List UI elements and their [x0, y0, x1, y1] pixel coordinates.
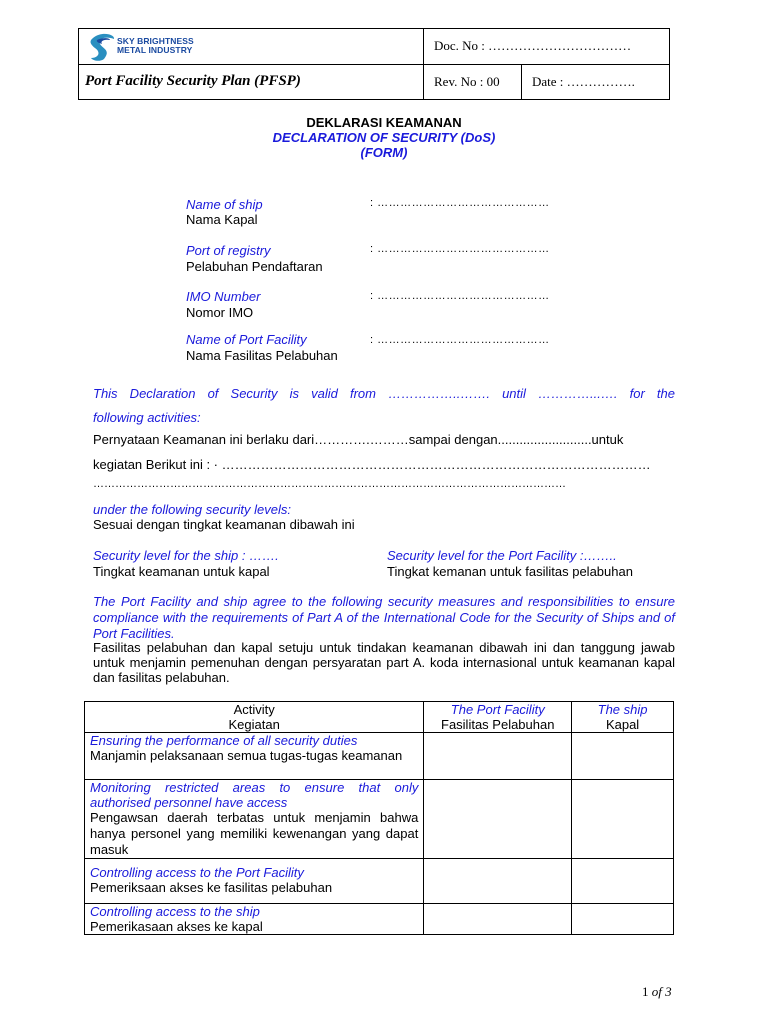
validity-en-line2: following activities:: [93, 410, 201, 425]
table-row: [85, 904, 674, 935]
field-value[interactable]: : ………………………………………: [370, 290, 550, 302]
activity-en: Ensuring the performance of all security duties: [90, 733, 358, 748]
field-label-en: Name of Port Facility: [186, 332, 307, 347]
company-name-line1: SKY BRIGHTNESS: [117, 36, 194, 46]
plan-title: Port Facility Security Plan (PFSP): [85, 73, 301, 89]
port-facility-cell[interactable]: [424, 859, 572, 904]
activity-id: Manjamin pelaksanaan semua tugas-tugas keamanan: [90, 748, 403, 763]
title-id: DEKLARASI KEAMANAN: [306, 115, 462, 130]
validity-dots-line: …………………………………………………………………………………………………………………: [93, 478, 566, 490]
ship-cell[interactable]: [572, 780, 674, 859]
company-name: [117, 37, 194, 55]
page-current: 1: [642, 984, 649, 999]
activity-id: Pengawsan daerah terbatas untuk menjamin bahwa hanya personel yang memiliki kewenangan yang dapat masuk: [90, 810, 419, 857]
header-ship: [572, 702, 674, 733]
header-en: The Port Facility: [450, 702, 545, 717]
ship-level-en: Security level for the ship : …….: [93, 548, 279, 563]
header-divider: [79, 64, 669, 65]
field-label-id: Nama Fasilitas Pelabuhan: [186, 348, 338, 363]
header-en: The ship: [597, 702, 648, 717]
swoosh-logo-icon: [87, 32, 119, 62]
header-id: Fasilitas Pelabuhan: [441, 717, 555, 732]
port-level-en: Security level for the Port Facility :……..: [387, 548, 617, 563]
activity-cell: [85, 859, 424, 904]
table-row: [85, 859, 674, 904]
activity-cell: [85, 780, 424, 859]
doc-no: Doc. No : ……………………………: [434, 38, 632, 53]
ship-cell[interactable]: [572, 733, 674, 780]
activity-en: Monitoring restricted areas to ensure that only authorised personnel have access: [90, 780, 419, 810]
agreement-id: Fasilitas pelabuhan dan kapal setuju untuk tindakan keamanan dibawah ini dan tanggung jawab untuk menjamin pemenuhan dengan persyaratan part A. koda internasional untuk keamanan kapal dan fasilitas pelabuhan.: [93, 640, 675, 685]
page-total: of 3: [651, 984, 672, 999]
header-port-facility: [424, 702, 572, 733]
validity-id-line1: Pernyataan Keamanan ini berlaku dari………….………sampai dengan..........................untuk: [93, 432, 624, 447]
ship-security-level: [93, 548, 279, 580]
title-en: DECLARATION OF SECURITY (DoS): [272, 130, 496, 145]
activity-id: Pemeriksaan akses ke fasilitas pelabuhan: [90, 880, 333, 895]
validity-en-line1: This Declaration of Security is valid from ……………..……. until …………...…. for the: [93, 386, 675, 401]
field-value[interactable]: : ………………………………………: [370, 197, 550, 209]
table-header-row: [85, 702, 674, 733]
port-facility-cell[interactable]: [424, 780, 572, 859]
field-label-id: Pelabuhan Pendaftaran: [186, 259, 323, 274]
rev-no: Rev. No : 00: [434, 74, 500, 89]
header-divider: [521, 64, 522, 99]
table-row: [85, 733, 674, 780]
field-label-en: IMO Number: [186, 289, 261, 304]
port-level-id: Tingkat kemanan untuk fasilitas pelabuhan: [387, 564, 633, 579]
validity-id-line2: kegiatan Berikut ini : · ………………………………………………………………………………………: [93, 457, 651, 472]
field-label-en: Port of registry: [186, 243, 271, 258]
activity-id: Pemerikasaan akses ke kapal: [90, 919, 263, 934]
header-id: Kegiatan: [228, 717, 280, 732]
field-imo-number: [186, 289, 260, 321]
ship-level-id: Tingkat keamanan untuk kapal: [93, 564, 270, 579]
field-port-facility: [186, 332, 338, 364]
form-title: [0, 115, 768, 160]
agreement-en: The Port Facility and ship agree to the following security measures and responsibilities to ensure compliance with the requirements of Part A of the International Code for the Security of Ships and of Port Facilities.: [93, 594, 675, 641]
activities-table: [84, 701, 674, 935]
title-form: (FORM): [360, 145, 408, 160]
page-number: [642, 984, 672, 1000]
activity-en: Controlling access to the ship: [90, 904, 260, 919]
levels-en: under the following security levels:: [93, 502, 291, 517]
field-label-id: Nomor IMO: [186, 305, 254, 320]
field-label-id: Nama Kapal: [186, 212, 258, 227]
activity-cell: [85, 733, 424, 780]
field-port-of-registry: [186, 243, 323, 275]
field-label-en: Name of ship: [186, 197, 263, 212]
document-header: [78, 28, 670, 100]
field-value[interactable]: : ………………………………………: [370, 243, 550, 255]
port-facility-cell[interactable]: [424, 904, 572, 935]
header-en: Activity: [233, 702, 275, 717]
header-id: Kapal: [605, 717, 640, 732]
ship-cell[interactable]: [572, 904, 674, 935]
ship-cell[interactable]: [572, 859, 674, 904]
table-row: [85, 780, 674, 859]
date-field: Date : …………….: [532, 74, 635, 89]
port-facility-cell[interactable]: [424, 733, 572, 780]
header-activity: [85, 702, 424, 733]
field-value[interactable]: : ………………………………………: [370, 334, 550, 346]
levels-id: Sesuai dengan tingkat keamanan dibawah ini: [93, 517, 355, 532]
activity-en: Controlling access to the Port Facility: [90, 865, 304, 880]
company-name-line2: METAL INDUSTRY: [117, 45, 193, 55]
activity-cell: [85, 904, 424, 935]
field-name-of-ship: [186, 197, 263, 227]
port-security-level: [387, 548, 633, 580]
